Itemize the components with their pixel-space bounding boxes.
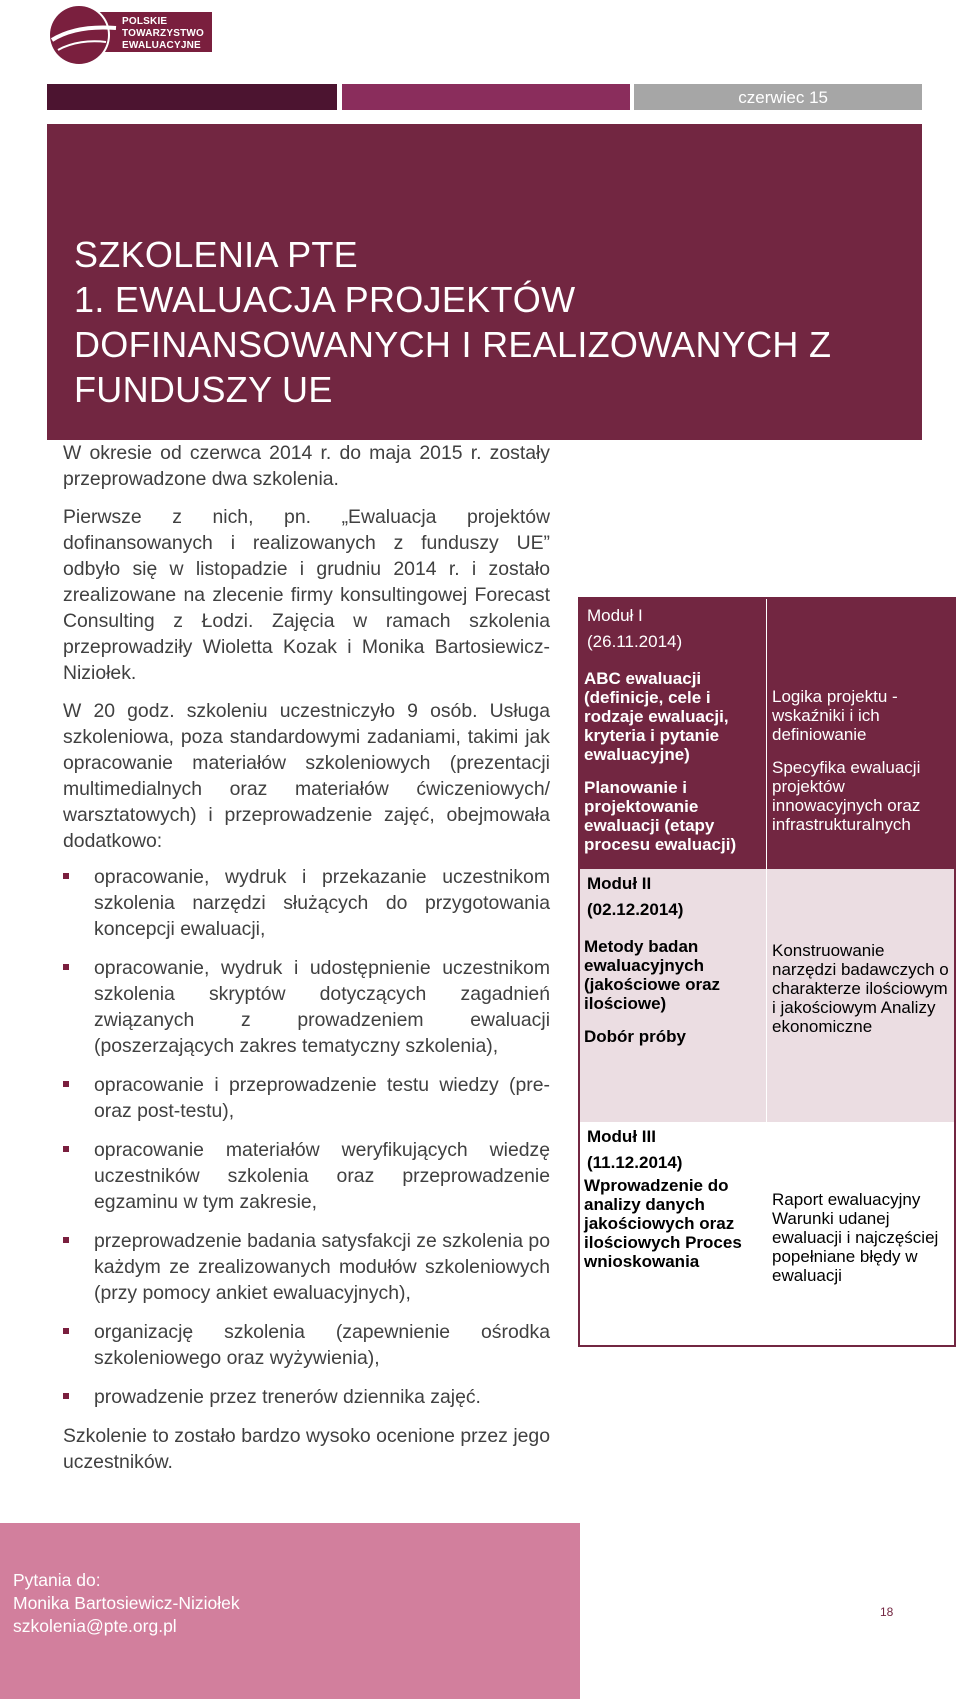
bullet-marker-icon (63, 1328, 69, 1334)
paragraph-first-training: Pierwsze z nich, pn. „Ewaluacja projektów dofinansowanych i realizowanych z funduszy UE” odbyło się w listopadzie i grudniu 2014 r. i zostało zrealizowane na zlecenie firmy konsultingowej Forecast Consulting z Łodzi. Zajęcia w ramach szkolenia przeprowadziły Wioletta Kozak i Monika Bartosiewicz-Niziołek. (63, 506, 550, 684)
module-cell-right (772, 941, 952, 1036)
column-divider (766, 599, 767, 869)
list-item (63, 1072, 550, 1124)
column-divider (766, 869, 767, 1122)
contact-info (13, 1569, 240, 1638)
bullet-marker-icon (63, 873, 69, 879)
page-number: 18 (880, 1605, 894, 1619)
page-title (74, 232, 914, 412)
contact-email[interactable]: szkolenia@pte.org.pl (13, 1616, 177, 1636)
module-topic: Metody badan ewaluacyjnych (jakościowe oraz ilościowe) (584, 937, 721, 1013)
pte-logo (46, 2, 216, 68)
list-item (63, 1137, 550, 1215)
list-item (63, 955, 550, 1059)
module-topic: Logika projektu - wskaźniki i ich definiowanie (772, 687, 898, 744)
logo-line-1: POLSKIE (122, 16, 168, 27)
module-topic: Dobór próby (584, 1027, 686, 1046)
header-date: czerwiec 15 (738, 88, 828, 107)
list-item-text: przeprowadzenie badania satysfakcji ze szkolenia po każdym ze zrealizowanych modułów szkoleniowych (przy pomocy ankiet ewaluacyjnych), (94, 1230, 550, 1304)
module-cell-right (772, 1190, 952, 1285)
list-item (63, 1319, 550, 1371)
paragraph-service: W 20 godz. szkoleniu uczestniczyło 9 osób. Usługa szkoleniowa, poza standardowymi zadaniami, takimi jak opracowanie materiałów szkoleniowych (prezentacji multimedialnych oraz materiałów ćwiczeniowych/ warsztatowych) i przeprowadzenie zajęć, obejmowała dodatkowo: (63, 700, 550, 852)
contact-name: Monika Bartosiewicz-Niziołek (13, 1593, 240, 1613)
module-table (578, 597, 956, 1347)
title-line-3: DOFINANSOWANYCH I REALIZOWANYCH Z (74, 324, 832, 365)
module-cell-right (772, 687, 952, 834)
header-bar-mid (342, 84, 630, 110)
bullet-marker-icon (63, 1081, 69, 1087)
module-topic: Specyfika ewaluacji projektów innowacyjnych oraz infrastrukturalnych (772, 758, 921, 834)
module-cell-left (584, 603, 764, 854)
module-topic: Raport ewaluacyjny Warunki udanej ewaluacji i najczęściej popełniane błędy w ewaluacji (772, 1190, 939, 1285)
module-topic: Wprowadzenie do analizy danych jakościowych oraz ilościowych Proces wnioskowania (584, 1176, 742, 1271)
bullet-marker-icon (63, 964, 69, 970)
list-item (63, 1228, 550, 1306)
table-row (580, 599, 954, 869)
paragraph-summary: Szkolenie to zostało bardzo wysoko ocenione przez jego uczestników. (63, 1425, 550, 1473)
list-item-text: opracowanie i przeprowadzenie testu wiedzy (pre- oraz post-testu), (94, 1074, 550, 1122)
module-name: Moduł I (587, 606, 643, 625)
logo-text (122, 16, 204, 52)
module-topic: Konstruowanie narzędzi badawczych o charakterze ilościowym i jakościowym Analizy ekonomiczne (772, 941, 949, 1036)
header-bar-dark (47, 84, 337, 110)
title-line-1: SZKOLENIA PTE (74, 234, 358, 275)
list-item-text: opracowanie, wydruk i udostępnienie uczestnikom szkolenia skryptów dotyczących zagadnień związanych z prowadzeniem ewaluacji (poszerzających zakres tematyczny szkolenia), (94, 957, 550, 1057)
list-item (63, 1384, 550, 1410)
bullet-marker-icon (63, 1393, 69, 1399)
table-row (580, 1122, 954, 1345)
list-item-text: organizację szkolenia (zapewnienie ośrodka szkoleniowego oraz wyżywienia), (94, 1321, 550, 1369)
module-name: Moduł II (587, 874, 652, 893)
column-divider (766, 1122, 767, 1345)
module-topic: Planowanie i projektowanie ewaluacji (etapy procesu ewaluacji) (584, 778, 737, 854)
module-date: (02.12.2014) (587, 900, 684, 919)
bullet-marker-icon (63, 1146, 69, 1152)
title-line-4: FUNDUSZY UE (74, 369, 333, 410)
module-cell-left (584, 871, 764, 1046)
module-topic: ABC ewaluacji (definicje, cele i rodzaje ewaluacji, kryteria i pytanie ewaluacyjne) (584, 669, 729, 764)
list-item (63, 864, 550, 942)
paragraph-intro: W okresie od czerwca 2014 r. do maja 2015 r. zostały przeprowadzone dwa szkolenia. (63, 442, 550, 490)
module-date: (11.12.2014) (587, 1153, 683, 1172)
table-row (580, 869, 954, 1122)
module-cell-left (584, 1124, 764, 1271)
logo-line-2: TOWARZYSTWO (122, 28, 205, 39)
list-item-text: prowadzenie przez trenerów dziennika zajęć. (94, 1386, 481, 1408)
logo-line-3: EWALUACYJNE (122, 40, 201, 51)
list-item-text: opracowanie, wydruk i przekazanie uczestnikom szkolenia narzędzi służących do przygotowania koncepcji ewaluacji, (94, 866, 550, 940)
title-line-2: 1. EWALUACJA PROJEKTÓW (74, 279, 576, 320)
body-text (63, 440, 550, 1487)
list-item-text: opracowanie materiałów weryfikujących wiedzę uczestników szkolenia oraz przeprowadzenie egzaminu w tym zakresie, (94, 1139, 550, 1213)
module-name: Moduł III (587, 1127, 656, 1146)
module-date: (26.11.2014) (587, 632, 683, 651)
bullet-list (63, 864, 550, 1410)
contact-label: Pytania do: (13, 1570, 101, 1590)
bullet-marker-icon (63, 1237, 69, 1243)
